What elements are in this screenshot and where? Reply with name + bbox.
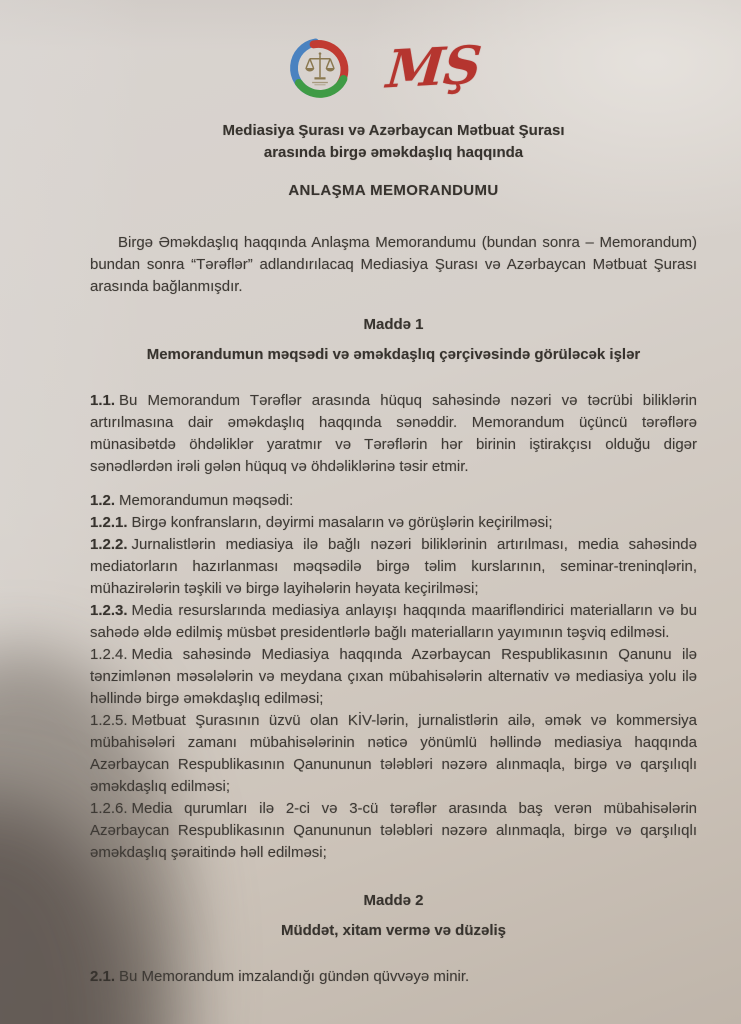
- article2-heading: Maddə 2: [363, 892, 424, 909]
- clause-number: 1.2.4.: [90, 646, 128, 663]
- clause-1-1: [90, 390, 697, 478]
- clause-1-2-6: [90, 798, 697, 864]
- document-title-line2: arasında birgə əməkdaşlıq haqqında: [263, 144, 524, 161]
- memorandum-title: ANLAŞMA MEMORANDUMU: [288, 182, 499, 199]
- clause-number: 1.2.5.: [90, 712, 128, 729]
- clause-text: Memorandumun məqsədi:: [119, 492, 294, 509]
- article2-subheading: Müddət, xitam vermə və düzəliş: [280, 922, 507, 939]
- clause-number: 1.1.: [90, 392, 116, 409]
- clause-text: Media sahəsində Mediasiya haqqında Azərbaycan Respublikasının Qanunu ilə tənzimlənən məsələlərin və meydana çıxan mübahisələrin alternativ və mediasiya yolu ilə həllində birgə əməkdaşlıq edilməsi;: [90, 646, 697, 707]
- intro-paragraph: Birgə Əməkdaşlıq haqqında Anlaşma Memorandumu (bundan sonra – Memorandum) bundan sonra “Tərəflər” adlandırılacaq Mediasiya Şurası və Azərbaycan Mətbuat Şurası arasında bağlanmışdır.: [90, 234, 697, 295]
- clause-1-2: [90, 490, 697, 512]
- logo-ms-text: MŞ: [384, 34, 484, 101]
- clause-number: 1.2.2.: [90, 536, 128, 553]
- mediation-council-emblem-icon: [283, 31, 357, 105]
- document-title-line1: Mediasiya Şurası və Azərbaycan Mətbuat Şurası: [222, 122, 565, 139]
- clause-text: Media resurslarında mediasiya anlayışı haqqında maarifləndirici materialların və bu sahədə əldə edilmiş müsbət presidentlərlə bağlı materialların yayımının təşviq edilməsi.: [90, 602, 697, 641]
- clause-text: Mətbuat Şurasının üzvü olan KİV-lərin, jurnalistlərin ailə, əmək və kommersiya mübahisələri zamanı mübahisələrinin nəticə yönümlü həllində mediasiya haqqında Azərbaycan Respublikasının Qanununun tələbləri nəzərə alınmaqla, birgə və qarşılıqlı əməkdaşlıq edilməsi;: [90, 712, 697, 795]
- clause-1-2-2: [90, 534, 697, 600]
- clause-text: Bu Memorandum Tərəflər arasında hüquq sahəsində nəzəri və təcrübi biliklərin artırılmasına dair əməkdaşlıq haqqında sənəddir. Memorandum üçüncü tərəflərə münasibətdə öhdəliklər yaratmır və Tərəflərin hər birinin iştirakçısı olduğu digər sənədlərdən irəli gələn hüquq və öhdəliklərinə təsir etmir.: [90, 392, 697, 475]
- clause-text: Media qurumları ilə 2-ci və 3-cü tərəflər arasında baş verən mübahisələrin Azərbaycan Respublikasının Qanununun tələbləri nəzərə alınmaqla, birgə və qarşılıqlı əməkdaşlıq şəraitində həll edilməsi;: [90, 800, 697, 861]
- clause-number: 1.2.3.: [90, 602, 128, 619]
- clause-number: 1.2.6.: [90, 800, 128, 817]
- clause-1-2-4: [90, 644, 697, 710]
- clause-text: Birgə konfransların, dəyirmi masaların və görüşlərin keçirilməsi;: [131, 514, 553, 531]
- clause-2-1: [90, 966, 697, 988]
- clause-text: Jurnalistlərin mediasiya ilə bağlı nəzəri biliklərinin artırılması, media sahəsində mediatorların hazırlanması məqsədilə birgə təlim kurslarının, seminar-treninqlərin, mühazirələrin təşkili və birgə layihələrin həyata keçirilməsi;: [90, 536, 697, 597]
- clause-number: 2.1.: [90, 968, 116, 985]
- scales-of-justice-icon: [305, 52, 335, 85]
- clause-number: 1.2.1.: [90, 514, 128, 531]
- clause-text: Bu Memorandum imzalandığı gündən qüvvəyə minir.: [119, 968, 470, 985]
- logo: [66, 30, 697, 106]
- article1-heading: Maddə 1: [363, 316, 424, 333]
- clause-1-2-5: [90, 710, 697, 798]
- clause-1-2-3: [90, 600, 697, 644]
- article1-subheading: Memorandumun məqsədi və əməkdaşlıq çərçivəsində görüləcək işlər: [146, 346, 641, 363]
- clause-number: 1.2.: [90, 492, 116, 509]
- clause-1-2-1: [90, 512, 697, 534]
